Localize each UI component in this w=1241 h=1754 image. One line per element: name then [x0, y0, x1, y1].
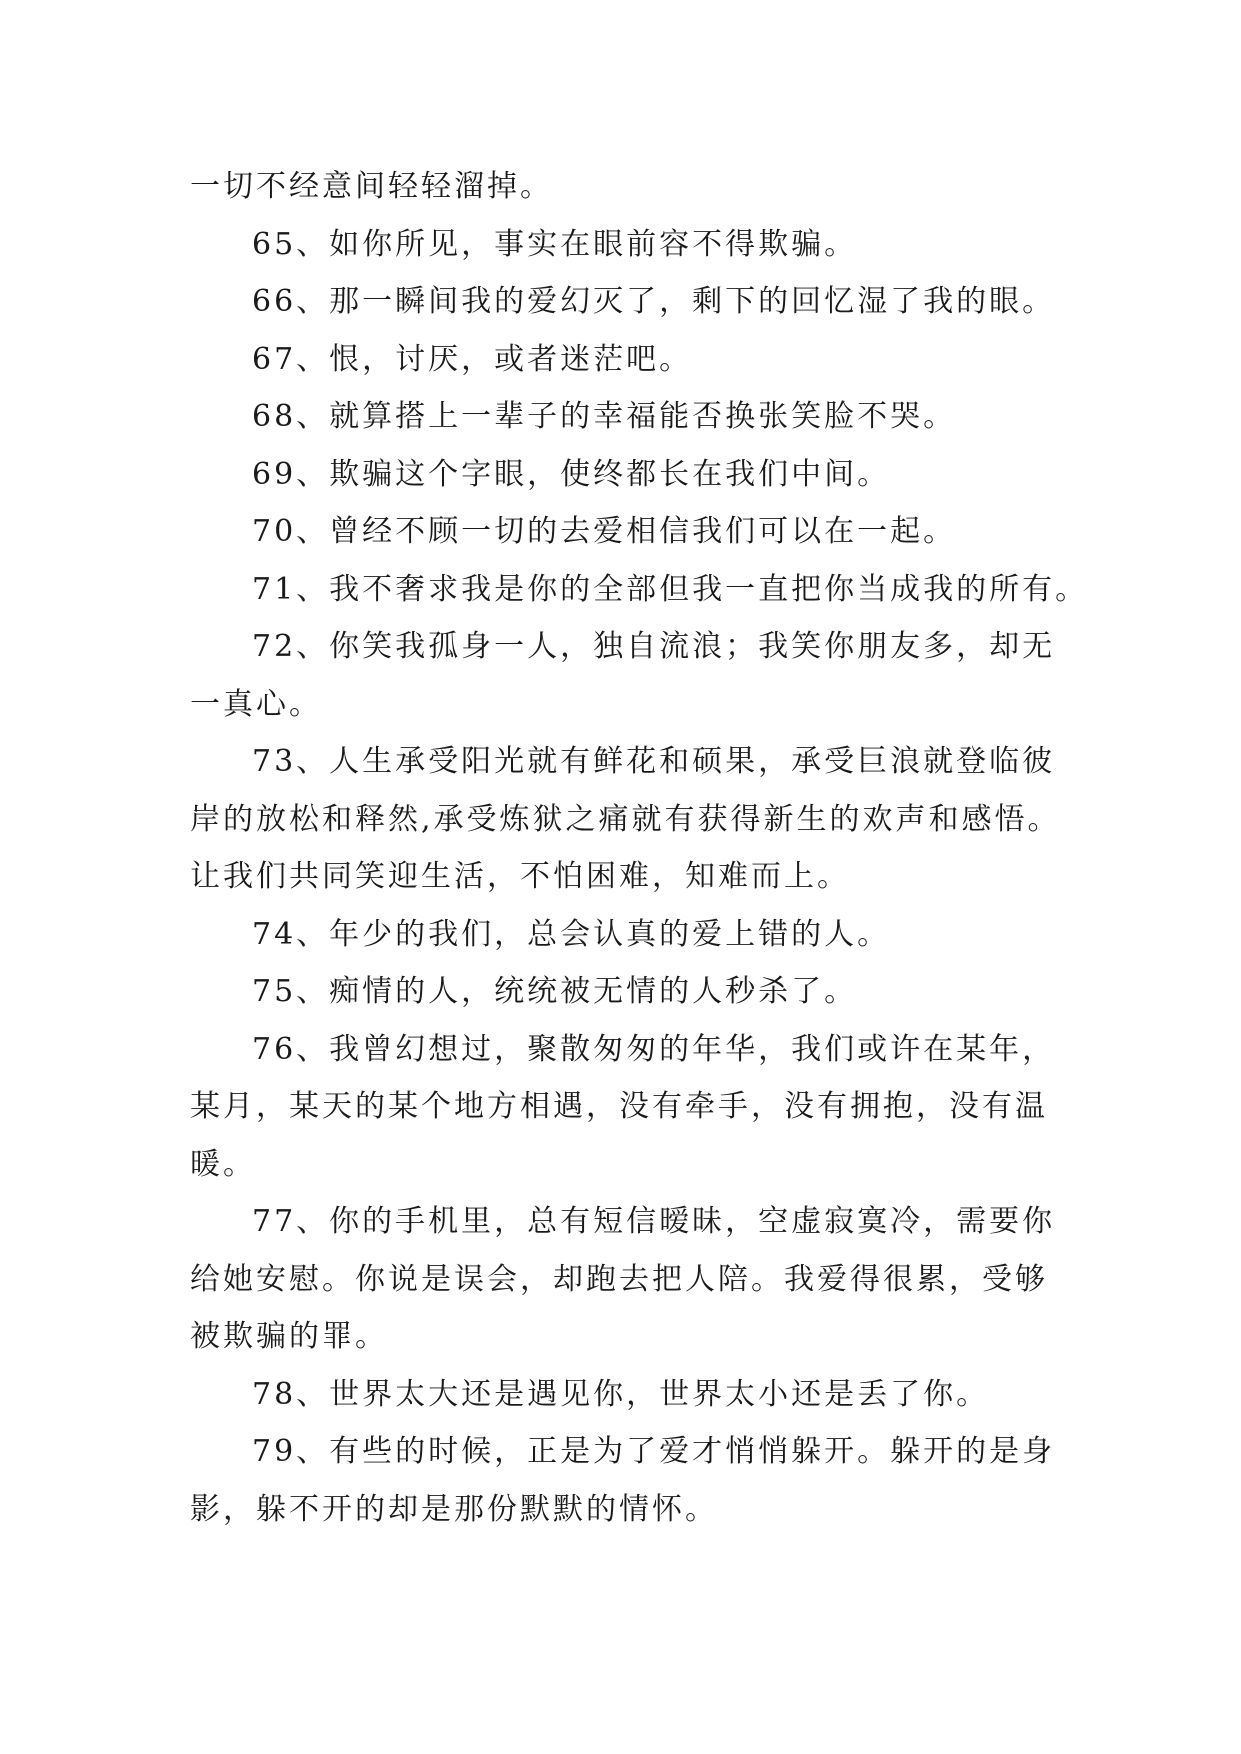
text-line: 72、你笑我孤身一人，独自流浪；我笑你朋友多，却无 [252, 629, 1056, 664]
text-line: 73、人生承受阳光就有鲜花和硕果，承受巨浪就登临彼 [252, 744, 1056, 779]
text-line: 79、有些的时候，正是为了爱才悄悄躲开。躲开的是身 [252, 1434, 1056, 1469]
text-line: 让我们共同笑迎生活，不怕困难，知难而上。 [190, 859, 850, 894]
text-line: 65、如你所见，事实在眼前容不得欺骗。 [252, 226, 858, 262]
text-line: 75、痴情的人，统统被无情的人秒杀了。 [252, 974, 858, 1009]
text-line: 76、我曾幻想过，聚散匆匆的年华，我们或许在某年， [252, 1031, 1056, 1067]
text-line: 一真心。 [190, 686, 322, 722]
text-line: 66、那一瞬间我的爱幻灭了，剩下的回忆湿了我的眼。 [252, 284, 1056, 319]
text-line: 暖。 [190, 1146, 256, 1182]
text-line: 被欺骗的罪。 [190, 1319, 388, 1354]
text-line: 70、曾经不顾一切的去爱相信我们可以在一起。 [252, 514, 957, 549]
text-line: 影，躲不开的却是那份默默的情怀。 [190, 1491, 718, 1527]
text-line: 一切不经意间轻轻溜掉。 [190, 169, 553, 204]
text-line: 68、就算搭上一辈子的幸福能否换张笑脸不哭。 [252, 399, 957, 434]
text-line: 67、恨，讨厌，或者迷茫吧。 [252, 341, 693, 377]
text-line: 69、欺骗这个字眼，使终都长在我们中间。 [252, 456, 891, 492]
text-line: 78、世界太大还是遇见你，世界太小还是丢了你。 [252, 1376, 990, 1412]
text-line: 74、年少的我们，总会认真的爱上错的人。 [252, 916, 891, 952]
text-line: 71、我不奢求我是你的全部但我一直把你当成我的所有。 [252, 571, 1089, 607]
text-line: 给她安慰。你说是误会，却跑去把人陪。我爱得很累，受够 [190, 1261, 1048, 1297]
text-line: 岸的放松和释然,承受炼狱之痛就有获得新生的欢声和感悟。 [190, 801, 1061, 837]
text-line: 77、你的手机里，总有短信暧昧，空虚寂寞冷，需要你 [252, 1204, 1056, 1239]
text-line: 某月，某天的某个地方相遇，没有牵手，没有拥抱，没有温 [190, 1089, 1048, 1124]
document-body [190, 158, 1089, 1538]
